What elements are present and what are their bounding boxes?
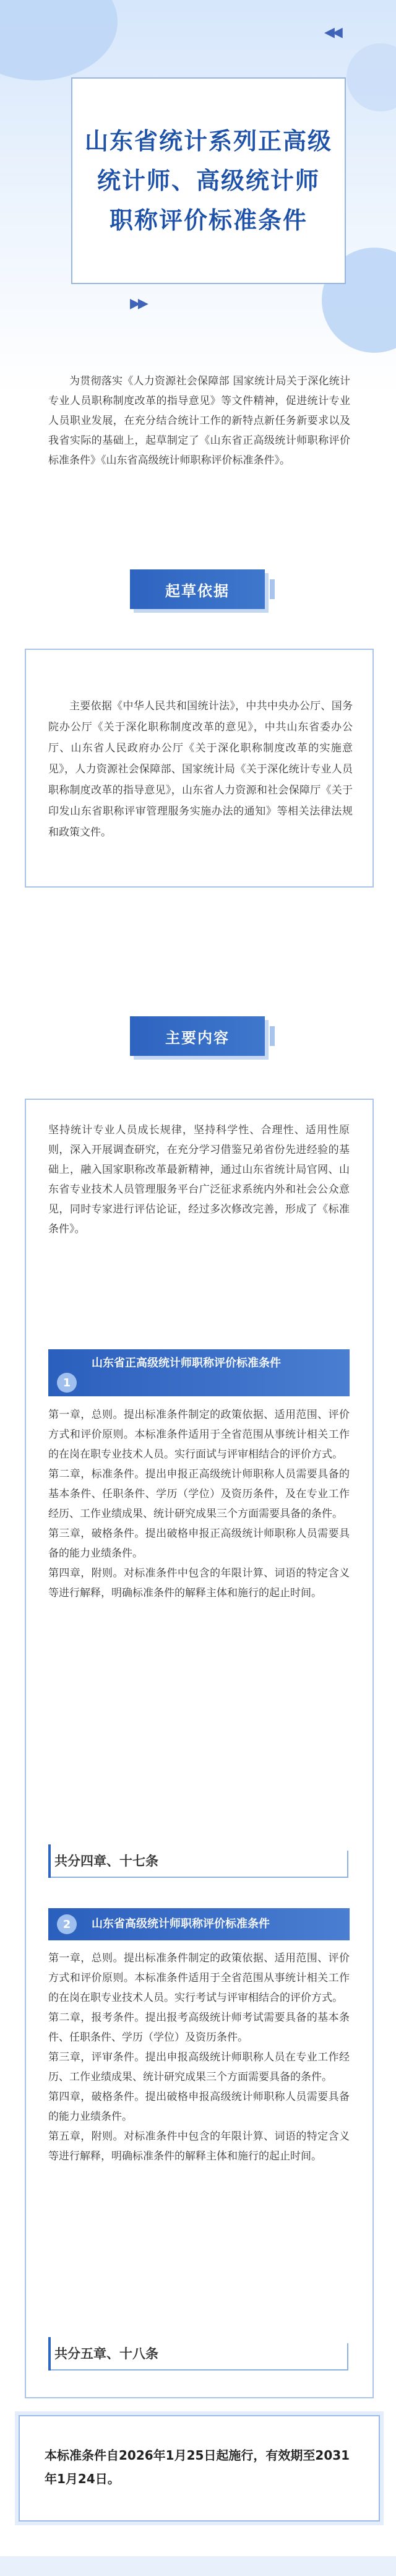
section-heading-content: 主要内容: [130, 1016, 265, 1056]
section-panel-basis: [25, 649, 374, 888]
basis-text: 主要依据《中华人民共和国统计法》，中共中央办公厅、国务院办公厅《关于深化职称制度改革的意见》，中共山东省委办公厅、山东省人民政府办公厅《关于深化职称制度改革的实施意见》，人力资源社会保障部、国家统计局《关于深化统计专业人员职称制度改革的指导意见》，山东省人力资源和社会保障厅《关于印发山东省职称评审管理服务实施办法的通知》等相关法律法规和政策文件。: [48, 700, 353, 839]
subsection-heading-senior: [48, 1349, 350, 1396]
subsection-title: 山东省正高级统计师职称评价标准条件: [92, 1357, 281, 1370]
section-heading-basis: 起草依据: [130, 569, 265, 609]
title-frame: [71, 77, 346, 284]
intro-paragraph: 为贯彻落实《人力资源社会保障部 国家统计局关于深化统计专业人员职称制度改革的指导意见》等文件精神，促进统计专业人员职业发展，在充分结合统计工作的新特点新任务新要求以及我省实际的基础上，起草制定了《山东省正高级统计师职称评价标准条件》《山东省高级统计师职称评价标准条件》。: [48, 375, 350, 467]
double-arrow-left-icon: ◀◀: [324, 25, 340, 40]
effective-date-box: [19, 2415, 380, 2522]
page-title: [85, 95, 333, 267]
section-panel-content: [25, 1099, 374, 2398]
effective-date-text: 本标准条件自2026年1月25日起施行，有效期至2031年1月24日。: [45, 2448, 350, 2486]
chapter-summary: 共分四章、十七条: [48, 1844, 348, 1878]
content-lead-text: 坚持统计专业人员成长规律，坚持科学性、合理性、适用性原则，深入开展调查研究，在充分学习借鉴兄弟省份先进经验的基础上，融入国家职称改革最新精神，通过山东省统计局官网、山东省专业技术人员管理服务平台广泛征求系统内外和社会公众意见，同时专家进行评估论证，经过多次修改完善，形成了《标准条件》。: [48, 1124, 350, 1235]
footer-band: [0, 2556, 396, 2576]
chapter-summary: 共分五章、十八条: [48, 2337, 348, 2371]
double-arrow-right-icon: ▶▶: [130, 296, 146, 311]
subsection-body: 第一章，总则。提出标准条件制定的政策依据、适用范围、评价方式和评价原则。本标准条件适用于全省范围从事统计相关工作的在岗在职专业技术人员。实行考试与评审相结合的评价方式。 第二章，报考条件。提出报考高级统计师考试需要具备的基本条件、任职条件、学历（学位）及资历条件。 第三章，评审条件。提出申报高级统计师职称人员在专业工作经历、工作业绩成果、统计研究成果三个方面需要具备的条件。 第四章，破格条件。提出破格申报高级统计师职称人员需要具备的能力业绩条件。 第五章，附则。对标准条件中包含的年限计算、词语的特定含义等进行解释，明确标准条件的解释主体和施行的起止时间。: [48, 1952, 350, 2163]
subsection-body: 第一章，总则。提出标准条件制定的政策依据、适用范围、评价方式和评价原则。本标准条件适用于全省范围从事统计相关工作的在岗在职专业技术人员。实行面试与评审相结合的评价方式。 第二章，标准条件。提出申报正高级统计师职称人员需要具备的基本条件、任职条件、学历（学位）及资历条件，及在专业工作经历、工作业绩成果、统计研究成果三个方面需要具备的条件。 第三章，破格条件。提出破格申报正高级统计师职称人员需要具备的能力业绩条件。 第四章，附则。对标准条件中包含的年限计算、词语的特定含义等进行解释，明确标准条件的解释主体和施行的起止时间。: [48, 1409, 350, 1599]
title-line: 山东省统计系列正高级: [85, 128, 333, 155]
title-line: 统计师、高级统计师: [97, 167, 320, 194]
number-badge: 1: [57, 1373, 77, 1393]
subsection-heading-high: [48, 1908, 350, 1940]
number-badge: 2: [57, 1914, 77, 1934]
title-line: 职称评价标准条件: [109, 207, 308, 234]
subsection-title: 山东省高级统计师职称评价标准条件: [92, 1917, 270, 1930]
